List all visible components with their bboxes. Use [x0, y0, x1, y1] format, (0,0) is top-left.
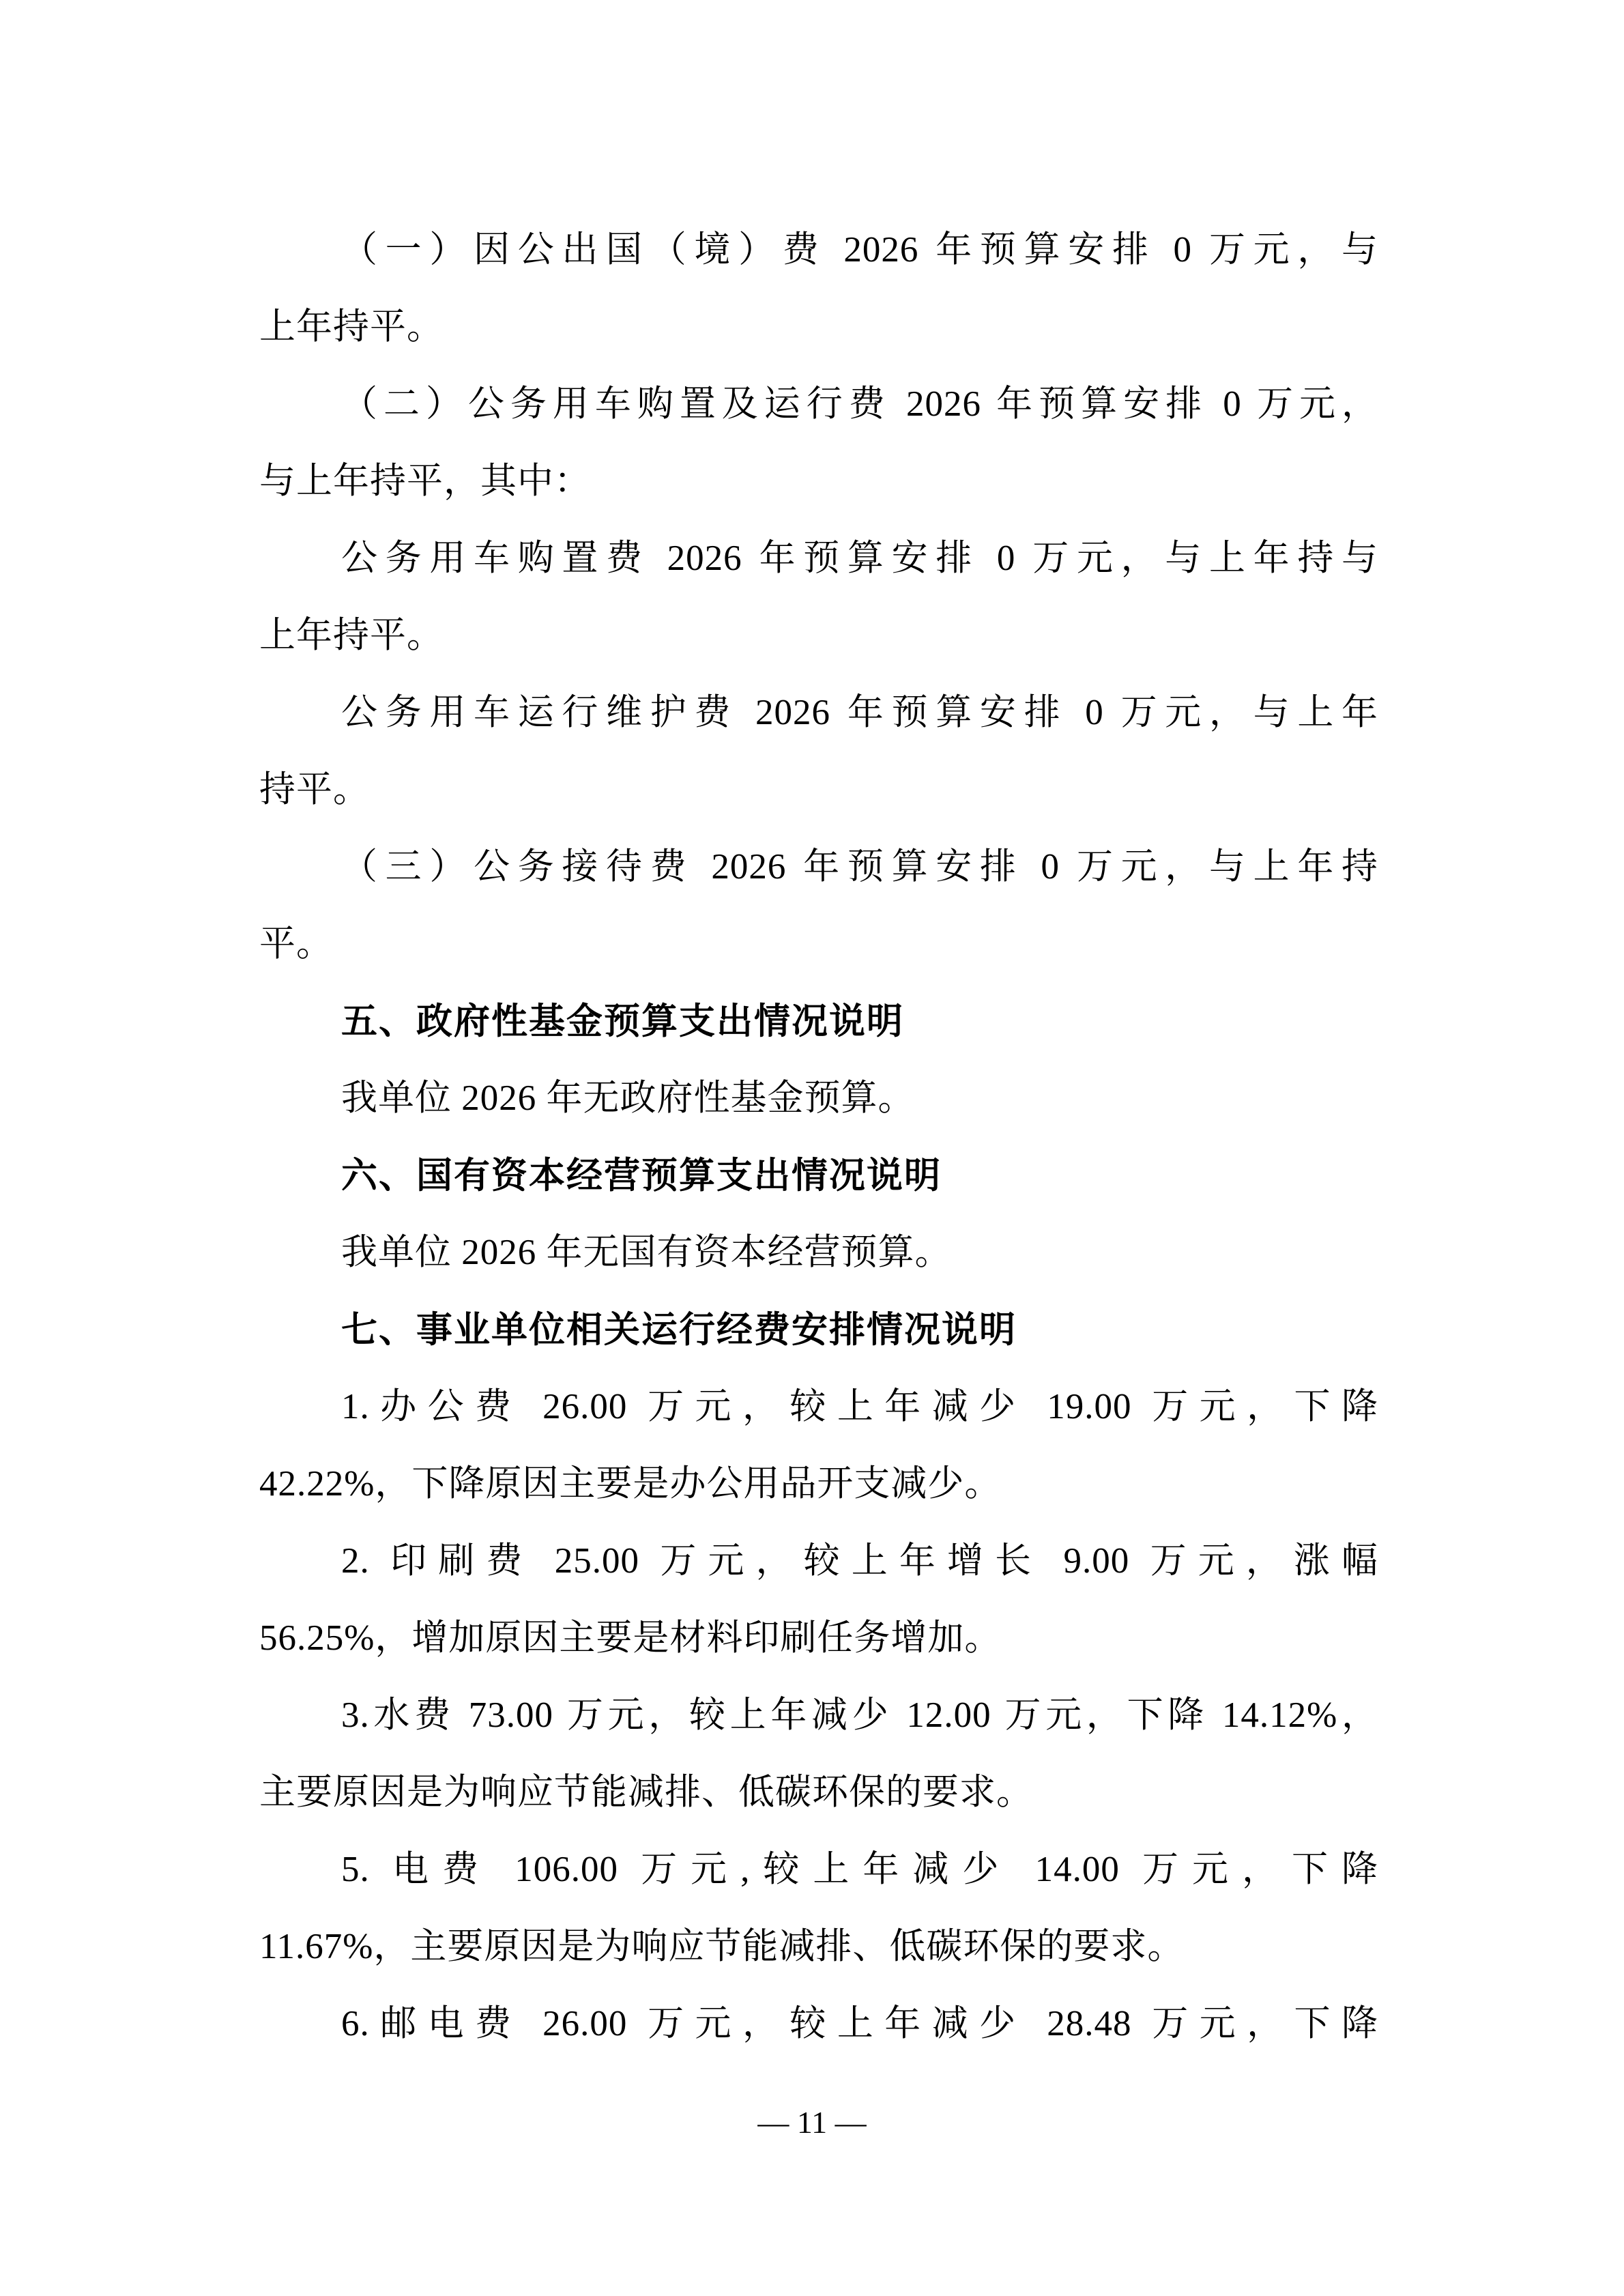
text-line: （一）因公出国（境）费 2026 年预算安排 0 万元，与 — [341, 230, 1378, 270]
text-line: 2. 印刷费 25.00 万元，较上年增长 9.00 万元，涨幅 — [341, 1541, 1378, 1581]
text-line: 5. 电费 106.00 万元,较上年减少 14.00 万元，下降 — [341, 1850, 1378, 1889]
text-line: 56.25%，增加原因主要是材料印刷任务增加。 — [259, 1618, 1002, 1658]
text-line: 上年持平。 — [259, 307, 444, 347]
text-line: （二）公务用车购置及运行费 2026 年预算安排 0 万元， — [341, 384, 1378, 424]
document-text-block — [259, 212, 1378, 2063]
text-line: 6.邮电费 26.00 万元，较上年减少 28.48 万元，下降 — [341, 2004, 1378, 2043]
text-line: 1.办公费 26.00 万元，较上年减少 19.00 万元，下降 — [341, 1387, 1378, 1426]
text-line: 主要原因是为响应节能减排、低碳环保的要求。 — [259, 1773, 1033, 1812]
text-line: 11.67%，主要原因是为响应节能减排、低碳环保的要求。 — [259, 1927, 1185, 1966]
text-line: 公务用车购置费 2026 年预算安排 0 万元，与上年持与 — [341, 539, 1378, 578]
text-line: 3.水费 73.00 万元，较上年减少 12.00 万元，下降 14.12%， — [341, 1695, 1378, 1735]
text-line: 平。 — [259, 924, 333, 964]
text-line: 我单位 2026 年无政府性基金预算。 — [341, 1078, 915, 1118]
text-line: （三）公务接待费 2026 年预算安排 0 万元，与上年持 — [341, 847, 1378, 887]
text-line: 我单位 2026 年无国有资本经营预算。 — [341, 1233, 952, 1272]
page-number: — 11 — — [757, 2105, 867, 2140]
text-line: 上年持平。 — [259, 616, 444, 655]
section-heading: 五、政府性基金预算支出情况说明 — [341, 1001, 904, 1042]
text-line: 42.22%，下降原因主要是办公用品开支减少。 — [259, 1464, 1002, 1504]
text-line: 公务用车运行维护费 2026 年预算安排 0 万元，与上年 — [341, 693, 1378, 732]
section-heading: 六、国有资本经营预算支出情况说明 — [341, 1156, 942, 1196]
text-line: 与上年持平，其中： — [259, 461, 591, 501]
section-heading: 七、事业单位相关运行经费安排情况说明 — [341, 1310, 1017, 1350]
text-line: 持平。 — [259, 770, 370, 809]
